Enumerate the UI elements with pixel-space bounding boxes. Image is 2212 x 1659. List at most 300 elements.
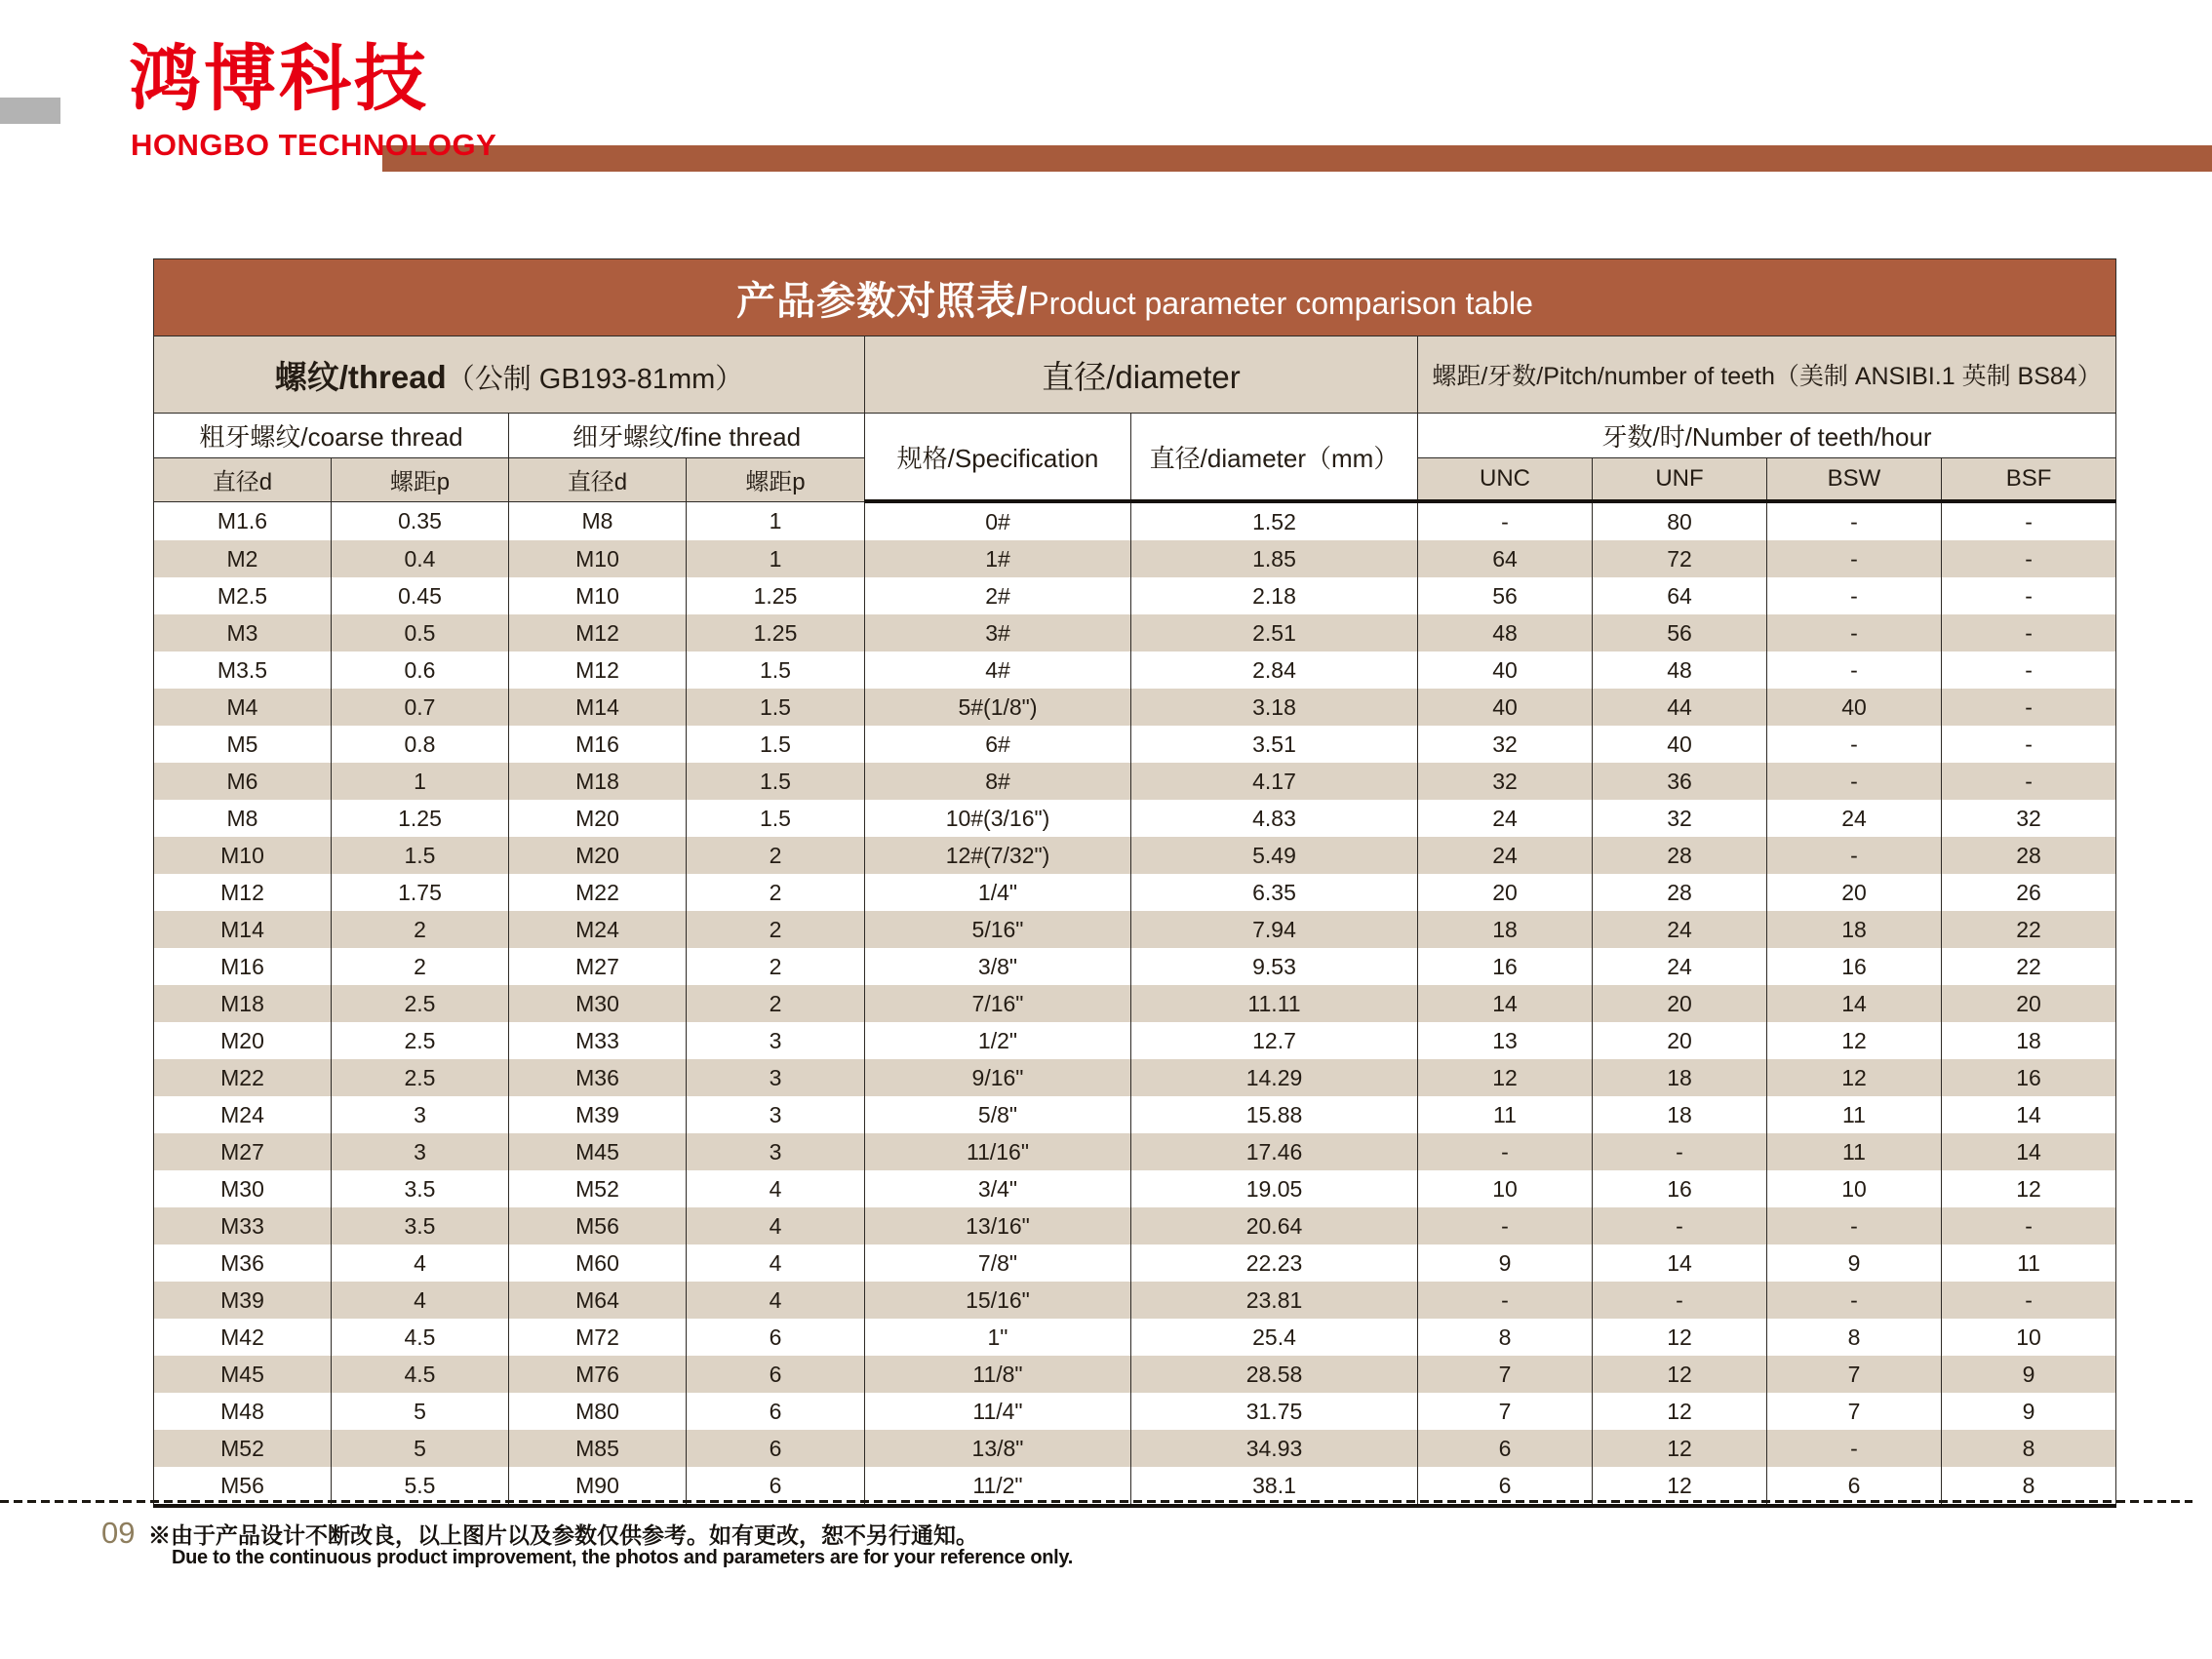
table-cell: M1.6 <box>154 501 332 540</box>
table-row <box>154 614 2116 652</box>
table-cell: 22 <box>1942 948 2116 985</box>
table-cell: 16 <box>1942 1059 2116 1096</box>
table-cell: 14 <box>1593 1244 1767 1282</box>
table-title <box>154 259 2116 336</box>
table-cell: - <box>1593 1207 1767 1244</box>
table-row <box>154 726 2116 763</box>
table-cell: - <box>1942 577 2116 614</box>
table-cell: 2 <box>332 911 509 948</box>
table-cell: 5#(1/8") <box>865 689 1131 726</box>
table-cell: 2.84 <box>1131 652 1418 689</box>
table-cell: 3.18 <box>1131 689 1418 726</box>
table-cell: M6 <box>154 763 332 800</box>
table-cell: 38.1 <box>1131 1467 1418 1506</box>
table-cell: 26 <box>1942 874 2116 911</box>
table-cell: 1/4" <box>865 874 1131 911</box>
table-cell: M85 <box>509 1430 687 1467</box>
table-cell: - <box>1942 689 2116 726</box>
table-cell: 40 <box>1593 726 1767 763</box>
table-cell: 7/8" <box>865 1244 1131 1282</box>
footer-note-cn: ※由于产品设计不断改良，以上图片以及参数仅供参考。如有更改，恕不另行通知。 <box>148 1522 978 1548</box>
header-bsw: BSW <box>1767 458 1942 502</box>
brand-logo: 鸿博科技 <box>129 38 429 119</box>
table-cell: 17.46 <box>1131 1133 1418 1170</box>
table-cell: 24 <box>1593 911 1767 948</box>
table-cell: M12 <box>509 614 687 652</box>
table-row <box>154 1096 2116 1133</box>
table-cell: - <box>1767 540 1942 577</box>
header-specification: 规格/Specification <box>865 414 1131 502</box>
table-cell: 18 <box>1418 911 1593 948</box>
table-cell: 6 <box>687 1319 865 1356</box>
table-cell: 22.23 <box>1131 1244 1418 1282</box>
table-cell: - <box>1418 1133 1593 1170</box>
table-cell: 1.5 <box>687 689 865 726</box>
parameter-table <box>153 258 2116 1508</box>
table-cell: M30 <box>154 1170 332 1207</box>
table-row <box>154 577 2116 614</box>
table-cell: 10 <box>1767 1170 1942 1207</box>
page-number: 09 <box>101 1516 136 1550</box>
table-cell: 12 <box>1593 1467 1767 1506</box>
table-row <box>154 1393 2116 1430</box>
table-cell: M52 <box>509 1170 687 1207</box>
table-cell: 28 <box>1593 837 1767 874</box>
table-cell: 7 <box>1418 1393 1593 1430</box>
table-cell: 14 <box>1767 985 1942 1022</box>
table-cell: - <box>1942 652 2116 689</box>
table-row <box>154 1170 2116 1207</box>
table-cell: - <box>1418 1207 1593 1244</box>
table-cell: 7/16" <box>865 985 1131 1022</box>
table-cell: - <box>1418 501 1593 540</box>
table-cell: 40 <box>1418 652 1593 689</box>
table-cell: 11 <box>1767 1096 1942 1133</box>
table-cell: - <box>1767 837 1942 874</box>
table-cell: 40 <box>1767 689 1942 726</box>
table-cell: 20 <box>1593 985 1767 1022</box>
table-cell: 0.5 <box>332 614 509 652</box>
table-cell: 3 <box>687 1022 865 1059</box>
header-rule-bar <box>382 145 2212 172</box>
table-row <box>154 763 2116 800</box>
table-cell: M20 <box>154 1022 332 1059</box>
table-row <box>154 1244 2116 1282</box>
table-cell: 0.45 <box>332 577 509 614</box>
table-cell: 4.5 <box>332 1356 509 1393</box>
table-cell: 5/16" <box>865 911 1131 948</box>
group-thread-main: 螺纹/thread <box>274 358 447 395</box>
table-cell: M24 <box>509 911 687 948</box>
table-cell: M18 <box>154 985 332 1022</box>
table-cell: 13 <box>1418 1022 1593 1059</box>
table-cell: 48 <box>1418 614 1593 652</box>
header-fine-thread: 细牙螺纹/fine thread <box>509 414 865 458</box>
table-row <box>154 540 2116 577</box>
table-cell: 2.5 <box>332 1059 509 1096</box>
table-cell: 0.8 <box>332 726 509 763</box>
table-cell: 19.05 <box>1131 1170 1418 1207</box>
table-cell: 8 <box>1942 1430 2116 1467</box>
table-title-cn: 产品参数对照表/ <box>736 279 1029 323</box>
header-fine-pitch-p: 螺距p <box>687 458 865 502</box>
table-cell: 2 <box>687 874 865 911</box>
header-bsf: BSF <box>1942 458 2116 502</box>
table-cell: 4 <box>332 1244 509 1282</box>
table-cell: 7 <box>1767 1393 1942 1430</box>
table-cell: M30 <box>509 985 687 1022</box>
table-cell: 8 <box>1418 1319 1593 1356</box>
table-cell: 7.94 <box>1131 911 1418 948</box>
table-cell: M20 <box>509 800 687 837</box>
table-row <box>154 874 2116 911</box>
table-cell: M76 <box>509 1356 687 1393</box>
table-cell: M36 <box>154 1244 332 1282</box>
table-cell: 3.5 <box>332 1170 509 1207</box>
table-cell: 31.75 <box>1131 1393 1418 1430</box>
table-cell: 64 <box>1593 577 1767 614</box>
table-cell: M10 <box>154 837 332 874</box>
table-cell: 32 <box>1418 726 1593 763</box>
table-cell: M56 <box>509 1207 687 1244</box>
table-cell: 32 <box>1593 800 1767 837</box>
table-title-en: Product parameter comparison table <box>1028 285 1533 321</box>
table-cell: 2.51 <box>1131 614 1418 652</box>
table-row <box>154 1022 2116 1059</box>
header-unc: UNC <box>1418 458 1593 502</box>
table-cell: 0.6 <box>332 652 509 689</box>
table-cell: M36 <box>509 1059 687 1096</box>
table-cell: 9 <box>1767 1244 1942 1282</box>
table-cell: 4 <box>332 1282 509 1319</box>
table-cell: 11.11 <box>1131 985 1418 1022</box>
table-cell: 6 <box>687 1356 865 1393</box>
table-row <box>154 948 2116 985</box>
table-cell: 10 <box>1418 1170 1593 1207</box>
table-cell: - <box>1942 763 2116 800</box>
table-cell: - <box>1942 1207 2116 1244</box>
table-cell: 23.81 <box>1131 1282 1418 1319</box>
table-cell: 1.5 <box>687 800 865 837</box>
header-fine-diameter-d: 直径d <box>509 458 687 502</box>
table-cell: M24 <box>154 1096 332 1133</box>
table-cell: 8 <box>1942 1467 2116 1506</box>
table-row <box>154 800 2116 837</box>
table-cell: - <box>1942 501 2116 540</box>
table-row <box>154 1356 2116 1393</box>
table-cell: 18 <box>1942 1022 2116 1059</box>
table-cell: 6 <box>1418 1430 1593 1467</box>
header-teeth-per-hour: 牙数/时/Number of teeth/hour <box>1418 414 2116 458</box>
table-cell: 4 <box>687 1207 865 1244</box>
table-row <box>154 1059 2116 1096</box>
table-cell: 8# <box>865 763 1131 800</box>
table-cell: 3 <box>687 1059 865 1096</box>
table-cell: 11 <box>1942 1244 2116 1282</box>
table-cell: M8 <box>154 800 332 837</box>
table-cell: 20 <box>1593 1022 1767 1059</box>
table-cell: M14 <box>154 911 332 948</box>
table-cell: 1 <box>687 540 865 577</box>
table-cell: 3 <box>687 1096 865 1133</box>
table-cell: 1 <box>687 501 865 540</box>
table-cell: 4.17 <box>1131 763 1418 800</box>
table-cell: 4 <box>687 1282 865 1319</box>
table-cell: 9 <box>1942 1393 2116 1430</box>
table-cell: 16 <box>1593 1170 1767 1207</box>
table-cell: - <box>1767 652 1942 689</box>
header-unf: UNF <box>1593 458 1767 502</box>
table-cell: 4# <box>865 652 1131 689</box>
table-cell: M39 <box>509 1096 687 1133</box>
table-cell: M42 <box>154 1319 332 1356</box>
table-cell: 10 <box>1942 1319 2116 1356</box>
table-cell: 64 <box>1418 540 1593 577</box>
table-cell: 2 <box>687 837 865 874</box>
table-cell: M64 <box>509 1282 687 1319</box>
table-cell: M18 <box>509 763 687 800</box>
group-diameter: 直径/diameter <box>865 336 1418 414</box>
table-cell: 9.53 <box>1131 948 1418 985</box>
table-cell: 6 <box>1418 1467 1593 1506</box>
group-pitch: 螺距/牙数/Pitch/number of teeth（美制 ANSIBI.1 英制 BS84） <box>1418 336 2116 414</box>
table-cell: 2 <box>687 985 865 1022</box>
table-cell: 56 <box>1593 614 1767 652</box>
table-cell: 4 <box>687 1170 865 1207</box>
table-cell: 0.35 <box>332 501 509 540</box>
subheader-row-1 <box>154 414 2116 458</box>
table-cell: 3/4" <box>865 1170 1131 1207</box>
table-cell: M45 <box>509 1133 687 1170</box>
table-cell: 14 <box>1942 1096 2116 1133</box>
table-cell: 5 <box>332 1393 509 1430</box>
table-cell: 14.29 <box>1131 1059 1418 1096</box>
table-cell: M27 <box>509 948 687 985</box>
table-cell: 18 <box>1767 911 1942 948</box>
table-cell: 32 <box>1418 763 1593 800</box>
table-cell: 16 <box>1418 948 1593 985</box>
table-title-row <box>154 259 2116 336</box>
table-cell: 3 <box>687 1133 865 1170</box>
table-row <box>154 1282 2116 1319</box>
table-cell: 12 <box>1767 1022 1942 1059</box>
table-cell: - <box>1767 501 1942 540</box>
table-cell: 7 <box>1418 1356 1593 1393</box>
table-cell: 24 <box>1767 800 1942 837</box>
table-cell: 5.49 <box>1131 837 1418 874</box>
table-cell: - <box>1767 614 1942 652</box>
table-cell: 4.83 <box>1131 800 1418 837</box>
table-cell: M8 <box>509 501 687 540</box>
table-cell: - <box>1942 614 2116 652</box>
table-cell: 11 <box>1767 1133 1942 1170</box>
table-cell: 13/8" <box>865 1430 1131 1467</box>
footer-divider <box>0 1500 2192 1503</box>
table-cell: 18 <box>1593 1096 1767 1133</box>
header-coarse-diameter-d: 直径d <box>154 458 332 502</box>
table-cell: 12 <box>1593 1356 1767 1393</box>
table-row <box>154 689 2116 726</box>
table-cell: 6 <box>1767 1467 1942 1506</box>
table-cell: - <box>1767 763 1942 800</box>
table-cell: M16 <box>154 948 332 985</box>
table-cell: 11 <box>1418 1096 1593 1133</box>
group-thread <box>154 336 865 414</box>
table-cell: 1" <box>865 1319 1131 1356</box>
table-cell: 28 <box>1593 874 1767 911</box>
table-cell: M22 <box>509 874 687 911</box>
table-cell: M22 <box>154 1059 332 1096</box>
table-cell: 16 <box>1767 948 1942 985</box>
table-row <box>154 911 2116 948</box>
table-cell: 1.85 <box>1131 540 1418 577</box>
table-cell: - <box>1418 1282 1593 1319</box>
table-cell: M3 <box>154 614 332 652</box>
table-cell: M33 <box>509 1022 687 1059</box>
table-cell: 20 <box>1942 985 2116 1022</box>
table-cell: 20 <box>1418 874 1593 911</box>
table-row <box>154 837 2116 874</box>
table-row <box>154 1133 2116 1170</box>
table-cell: 1.5 <box>687 652 865 689</box>
header-coarse-pitch-p: 螺距p <box>332 458 509 502</box>
table-cell: - <box>1593 1133 1767 1170</box>
table-cell: 12#(7/32") <box>865 837 1131 874</box>
table-cell: 28 <box>1942 837 2116 874</box>
table-cell: M5 <box>154 726 332 763</box>
table-cell: - <box>1942 726 2116 763</box>
table-cell: 0.4 <box>332 540 509 577</box>
table-cell: 5.5 <box>332 1467 509 1506</box>
table-cell: 48 <box>1593 652 1767 689</box>
table-cell: 1.75 <box>332 874 509 911</box>
table-cell: M10 <box>509 540 687 577</box>
table-cell: - <box>1942 1282 2116 1319</box>
table-cell: 24 <box>1593 948 1767 985</box>
table-cell: M56 <box>154 1467 332 1506</box>
table-cell: - <box>1767 1207 1942 1244</box>
table-cell: 7 <box>1767 1356 1942 1393</box>
table-cell: M12 <box>154 874 332 911</box>
table-cell: 5 <box>332 1430 509 1467</box>
table-row <box>154 985 2116 1022</box>
table-row <box>154 1430 2116 1467</box>
table-cell: - <box>1767 577 1942 614</box>
table-cell: 2.18 <box>1131 577 1418 614</box>
table-cell: 4.5 <box>332 1319 509 1356</box>
table-row <box>154 1207 2116 1244</box>
table-cell: 6.35 <box>1131 874 1418 911</box>
brand-logo-en: HONGBO TECHNOLOGY <box>131 128 497 162</box>
table-cell: M4 <box>154 689 332 726</box>
table-cell: 44 <box>1593 689 1767 726</box>
table-cell: 3 <box>332 1096 509 1133</box>
table-cell: 20 <box>1767 874 1942 911</box>
table-cell: 12 <box>1942 1170 2116 1207</box>
left-accent-bar <box>0 98 60 124</box>
table-cell: 80 <box>1593 501 1767 540</box>
table-cell: 14 <box>1942 1133 2116 1170</box>
table-row <box>154 652 2116 689</box>
table-cell: M16 <box>509 726 687 763</box>
table-cell: 3.5 <box>332 1207 509 1244</box>
table-cell: 3.51 <box>1131 726 1418 763</box>
table-cell: 56 <box>1418 577 1593 614</box>
table-cell: 9 <box>1942 1356 2116 1393</box>
table-cell: 6 <box>687 1430 865 1467</box>
table-cell: 12 <box>1593 1393 1767 1430</box>
table-cell: M10 <box>509 577 687 614</box>
table-cell: 22 <box>1942 911 2116 948</box>
header-diameter-mm: 直径/diameter（mm） <box>1131 414 1418 502</box>
table-cell: M2.5 <box>154 577 332 614</box>
table-cell: 11/2" <box>865 1467 1131 1506</box>
table-cell: - <box>1942 540 2116 577</box>
table-cell: 6 <box>687 1393 865 1430</box>
table-cell: M52 <box>154 1430 332 1467</box>
table-cell: 12.7 <box>1131 1022 1418 1059</box>
table-cell: 15/16" <box>865 1282 1131 1319</box>
table-cell: 6 <box>687 1467 865 1506</box>
table-cell: M12 <box>509 652 687 689</box>
table-cell: 1.5 <box>687 763 865 800</box>
table-cell: 24 <box>1418 800 1593 837</box>
table-cell: 0.7 <box>332 689 509 726</box>
table-cell: 2 <box>687 911 865 948</box>
table-cell: 1/2" <box>865 1022 1131 1059</box>
table-cell: 6# <box>865 726 1131 763</box>
table-cell: M80 <box>509 1393 687 1430</box>
table-cell: 1 <box>332 763 509 800</box>
table-cell: M3.5 <box>154 652 332 689</box>
table-cell: 12 <box>1593 1319 1767 1356</box>
table-cell: 1.5 <box>332 837 509 874</box>
table-cell: M33 <box>154 1207 332 1244</box>
table-cell: 32 <box>1942 800 2116 837</box>
table-cell: - <box>1593 1282 1767 1319</box>
table-cell: 12 <box>1593 1430 1767 1467</box>
table-cell: M39 <box>154 1282 332 1319</box>
table-cell: 4 <box>687 1244 865 1282</box>
table-cell: 40 <box>1418 689 1593 726</box>
table-cell: 72 <box>1593 540 1767 577</box>
table-cell: 20.64 <box>1131 1207 1418 1244</box>
table-cell: 34.93 <box>1131 1430 1418 1467</box>
table-cell: 18 <box>1593 1059 1767 1096</box>
table-cell: 12 <box>1767 1059 1942 1096</box>
table-cell: 2.5 <box>332 1022 509 1059</box>
table-cell: 3/8" <box>865 948 1131 985</box>
table-row <box>154 501 2116 540</box>
table-cell: - <box>1767 1430 1942 1467</box>
table-cell: 28.58 <box>1131 1356 1418 1393</box>
table-cell: 9 <box>1418 1244 1593 1282</box>
table-cell: M27 <box>154 1133 332 1170</box>
table-cell: 11/16" <box>865 1133 1131 1170</box>
table-cell: 1# <box>865 540 1131 577</box>
table-cell: 11/4" <box>865 1393 1131 1430</box>
header-coarse-thread: 粗牙螺纹/coarse thread <box>154 414 509 458</box>
table-cell: 5/8" <box>865 1096 1131 1133</box>
table-cell: 2 <box>332 948 509 985</box>
table-cell: 15.88 <box>1131 1096 1418 1133</box>
table-cell: - <box>1767 726 1942 763</box>
table-cell: 0# <box>865 501 1131 540</box>
table-cell: 1.25 <box>687 614 865 652</box>
table-cell: M45 <box>154 1356 332 1393</box>
table-cell: 10#(3/16") <box>865 800 1131 837</box>
table-cell: 9/16" <box>865 1059 1131 1096</box>
